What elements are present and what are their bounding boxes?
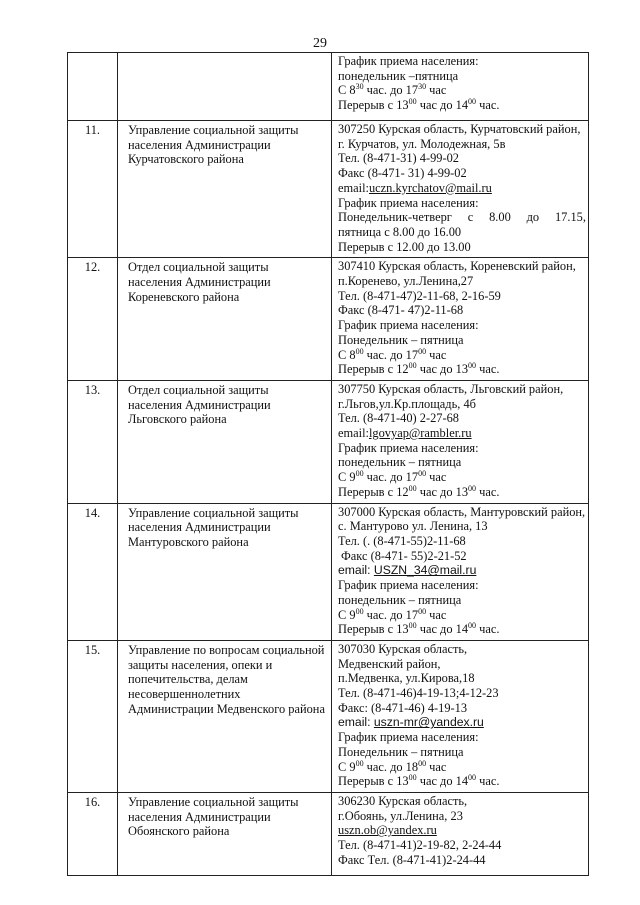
schedule-title: График приема населения: bbox=[338, 578, 479, 593]
schedule-break: Перерыв с $12^{00}$ час до $13^{00}$ час. bbox=[338, 361, 500, 377]
schedule-hours: С $8^{30}$ час. до $17^{30}$ час bbox=[338, 82, 447, 98]
email-line: email:uczn.kyrchatov@mail.ru bbox=[338, 180, 492, 195]
org-name: Управление социальной защиты населения Администрации Мантуровского района bbox=[118, 503, 332, 640]
address-line-1: 306230 Курская область, bbox=[338, 793, 468, 808]
address-line-2: Медвенский район, bbox=[338, 656, 441, 671]
email-link[interactable]: uszn-mr@yandex.ru bbox=[373, 715, 484, 730]
schedule-days: Понедельник – пятница bbox=[338, 744, 464, 759]
schedule-hours: С $9^{00}$ час. до $17^{00}$ час bbox=[338, 469, 447, 485]
email-link[interactable]: lgovyap@rambler.ru bbox=[368, 426, 472, 441]
schedule-break: Перерыв с $12^{00}$ час до $13^{00}$ час. bbox=[338, 483, 500, 499]
email-link[interactable]: uszn.ob@yandex.ru bbox=[338, 823, 437, 838]
schedule-break: Перерыв с $13^{00}$ час до $14^{00}$ час. bbox=[338, 621, 500, 637]
schedule-days: понедельник – пятница bbox=[338, 592, 462, 607]
schedule-title: График приема населения: bbox=[338, 318, 479, 333]
schedule-hours: С $9^{00}$ час. до $18^{00}$ час bbox=[338, 758, 447, 774]
email-link[interactable]: uczn.kyrchatov@mail.ru bbox=[368, 180, 492, 195]
fax: Факс (8-471- 55)2-21-52 bbox=[341, 548, 467, 563]
fax: Факс: (8-471-46) 4-19-13 bbox=[338, 700, 468, 715]
schedule-days: понедельник –пятница bbox=[338, 68, 459, 83]
address-line-2: г.Обоянь, ул.Ленина, 23 bbox=[338, 808, 463, 823]
row-number: 12. bbox=[68, 258, 118, 381]
fax: Факс (8-471- 47)2-11-68 bbox=[338, 303, 464, 318]
phone: Тел. (8-471-31) 4-99-02 bbox=[338, 151, 459, 166]
phone: Тел. (8-471-41)2-19-82, 2-24-44 bbox=[338, 838, 502, 853]
schedule-title: График приема населения: bbox=[338, 54, 479, 68]
org-name: Управление по вопросам социальной защиты населения, опеки и попечительства, делам несовершеннолетних Администрации Медвенского района bbox=[118, 640, 332, 792]
org-name: Управление социальной защиты населения Администрации Курчатовского района bbox=[118, 121, 332, 258]
phone: Тел. (8-471-46)4-19-13;4-12-23 bbox=[338, 686, 499, 701]
contact-info bbox=[332, 121, 589, 258]
row-number bbox=[68, 53, 118, 121]
schedule-hours: С $8^{00}$ час. до $17^{00}$ час bbox=[338, 346, 447, 362]
schedule-title: График приема населения: bbox=[338, 195, 479, 210]
fax: Факс Тел. (8-471-41)2-24-44 bbox=[338, 852, 486, 867]
page-number: 29 bbox=[313, 36, 327, 51]
address: 307750 Курская область, Льговский район, г.Льгов,ул.Кр.площадь, 4б bbox=[338, 381, 564, 411]
table-row bbox=[68, 503, 589, 640]
schedule-days: Понедельник-четверг с 8.00 до 17.15, bbox=[338, 210, 586, 225]
address-line-1: 307030 Курская область, bbox=[338, 641, 468, 656]
table-row bbox=[68, 258, 589, 381]
schedule-title: График приема населения: bbox=[338, 730, 479, 745]
org-name bbox=[118, 53, 332, 121]
contact-info bbox=[332, 503, 589, 640]
email-line: email: uszn-mr@yandex.ru bbox=[338, 715, 484, 730]
address-line-3: п.Медвенка, ул.Кирова,18 bbox=[338, 671, 475, 686]
row-number: 14. bbox=[68, 503, 118, 640]
phone: Тел. (8-471-47)2-11-68, 2-16-59 bbox=[338, 288, 501, 303]
fax: Факс (8-471- 31) 4-99-02 bbox=[338, 166, 467, 181]
address: 307250 Курская область, Курчатовский район, г. Курчатов, ул. Молодежная, 5в bbox=[338, 122, 581, 151]
schedule-hours: С $9^{00}$ час. до $17^{00}$ час bbox=[338, 606, 447, 622]
phone: Тел. (. (8-471-55)2-11-68 bbox=[338, 533, 466, 548]
org-name: Отдел социальной защиты населения Администрации Льговского района bbox=[118, 380, 332, 503]
contact-info bbox=[332, 792, 589, 875]
email-line: email:lgovyap@rambler.ru bbox=[338, 426, 472, 441]
row-number: 11. bbox=[68, 121, 118, 258]
contact-info bbox=[332, 640, 589, 792]
table-row bbox=[68, 53, 589, 121]
row-number: 13. bbox=[68, 380, 118, 503]
social-protection-table bbox=[67, 52, 589, 876]
row-number: 16. bbox=[68, 792, 118, 875]
schedule-friday: пятница с 8.00 до 16.00 bbox=[338, 224, 462, 239]
address: 307000 Курская область, Мантуровский район, с. Мантурово ул. Ленина, 13 bbox=[338, 504, 586, 534]
table-row bbox=[68, 792, 589, 875]
table-row bbox=[68, 121, 589, 258]
email-link[interactable]: USZN_34@mail.ru bbox=[373, 563, 477, 578]
schedule-break: Перерыв с 12.00 до 13.00 bbox=[338, 239, 471, 254]
table-row bbox=[68, 380, 589, 503]
email-line: email: USZN_34@mail.ru bbox=[338, 563, 477, 578]
schedule-break: Перерыв с $13^{00}$ час до $14^{00}$ час. bbox=[338, 773, 500, 789]
schedule-days: понедельник – пятница bbox=[338, 455, 462, 470]
contact-info bbox=[332, 380, 589, 503]
contact-info bbox=[332, 53, 589, 121]
org-name: Отдел социальной защиты населения Администрации Кореневского района bbox=[118, 258, 332, 381]
org-name: Управление социальной защиты населения Администрации Обоянского района bbox=[118, 792, 332, 875]
contact-info bbox=[332, 258, 589, 381]
phone: Тел. (8-471-40) 2-27-68 bbox=[338, 411, 459, 426]
row-number: 15. bbox=[68, 640, 118, 792]
schedule-days: Понедельник – пятница bbox=[338, 332, 464, 347]
address: 307410 Курская область, Кореневский район, п.Коренево, ул.Ленина,27 bbox=[338, 259, 576, 289]
schedule-break: Перерыв с $13^{00}$ час до $14^{00}$ час. bbox=[338, 96, 500, 113]
table-row bbox=[68, 640, 589, 792]
schedule-title: График приема населения: bbox=[338, 440, 479, 455]
